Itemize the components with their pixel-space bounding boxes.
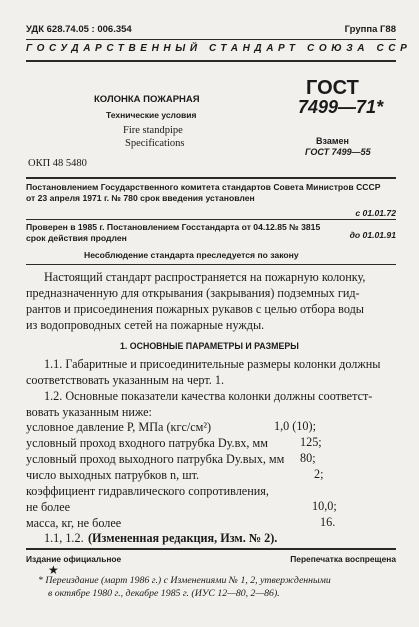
star-icon: ★ (48, 563, 59, 577)
document-title: КОЛОНКА ПОЖАРНАЯ (94, 94, 200, 105)
param-label: условный проход выходного патрубка Dу.вых, мм (26, 452, 285, 466)
decree-line-3: Проверен в 1985 г. Постановлением Госстандарта от 04.12.85 № 3815 (26, 222, 321, 232)
param-value: 80; (300, 451, 316, 465)
decree-rule-1 (26, 219, 396, 220)
udk-code: УДК 628.74.05 : 006.354 (26, 24, 132, 35)
gost-number: 7499—71* (298, 97, 384, 117)
decree-date-2: до 01.01.91 (349, 230, 396, 240)
group-code: Группа Г88 (344, 24, 396, 35)
title-english-1: Fire standpipe (123, 125, 183, 136)
title-english-2: Specifications (125, 138, 185, 149)
para-1-2-line-2: вовать указанным ниже: (26, 405, 152, 419)
replaces-value: ГОСТ 7499—55 (305, 147, 371, 157)
param-label: условное давление P, МПа (кгс/см²) (26, 420, 212, 434)
para-1-1-line-1: 1.1. Габаритные и присоединительные размеры колонки должны (44, 357, 381, 371)
standard-banner: ГОСУДАРСТВЕННЫЙ СТАНДАРТ СОЮЗА ССР (26, 43, 412, 54)
amendment-ref: 1.1, 1.2. (44, 531, 84, 545)
param-value: 2; (314, 467, 324, 481)
decree-rule-2 (26, 264, 396, 265)
footnote-line-2: в октябре 1980 г., декабре 1985 г. (ИУС 12—80, 2—86). (48, 588, 280, 599)
intro-line-3: рантов и присоединения пожарных рукавов с целью отбора воды (26, 302, 364, 316)
header-rule-bottom (26, 60, 396, 62)
param-label: коэффициент гидравлического сопротивления, (26, 484, 269, 498)
reprint-prohibited: Перепечатка воспрещена (290, 554, 396, 564)
param-value: 125; (300, 435, 322, 449)
section-heading: 1. ОСНОВНЫЕ ПАРАМЕТРЫ И РАЗМЕРЫ (120, 341, 299, 351)
footnote-line-1: * Переиздание (март 1986 г.) с Изменениями № 1, 2, утвержденными (38, 575, 331, 586)
header-rule-top (26, 39, 396, 40)
decree-line-4: срок действия продлен (26, 233, 127, 243)
decree-line-2: от 23 апреля 1971 г. № 780 срок введения установлен (26, 193, 255, 203)
document-subtitle: Технические условия (106, 110, 197, 120)
param-label: условный проход входного патрубка Dу.вх, мм (26, 436, 268, 450)
para-1-1-line-2: соответствовать указанным на черт. 1. (26, 373, 224, 387)
title-rule (26, 177, 396, 179)
footer-rule (26, 548, 396, 550)
param-label: не более (26, 500, 71, 514)
param-label: число выходных патрубков n, шт. (26, 468, 200, 482)
para-1-2-line-1: 1.2. Основные показатели качества колонки должны соответст- (44, 389, 373, 403)
intro-line-2: предназначенную для открывания (закрывания) подземных гид- (26, 286, 360, 300)
param-value: 10,0; (312, 499, 337, 513)
gost-label: ГОСТ (306, 77, 359, 99)
decree-date-1: с 01.01.72 (355, 208, 396, 218)
intro-line-1: Настоящий стандарт распространяется на пожарную колонку, (44, 270, 366, 284)
edition-official: Издание официальное (26, 554, 122, 564)
amendment-text: (Измененная редакция, Изм. № 2). (88, 531, 278, 545)
okp-code: ОКП 48 5480 (28, 158, 87, 169)
param-value: 1,0 (10); (274, 419, 316, 433)
decree-line-1: Постановлением Государственного комитета стандартов Совета Министров СССР (26, 182, 381, 192)
intro-line-4: из водопроводных сетей на пожарные нужды. (26, 318, 265, 332)
legal-warning: Несоблюдение стандарта преследуется по закону (84, 250, 299, 260)
replaces-label: Взамен (316, 136, 349, 146)
param-label: масса, кг, не более (26, 516, 122, 530)
param-value: 16. (320, 515, 336, 529)
